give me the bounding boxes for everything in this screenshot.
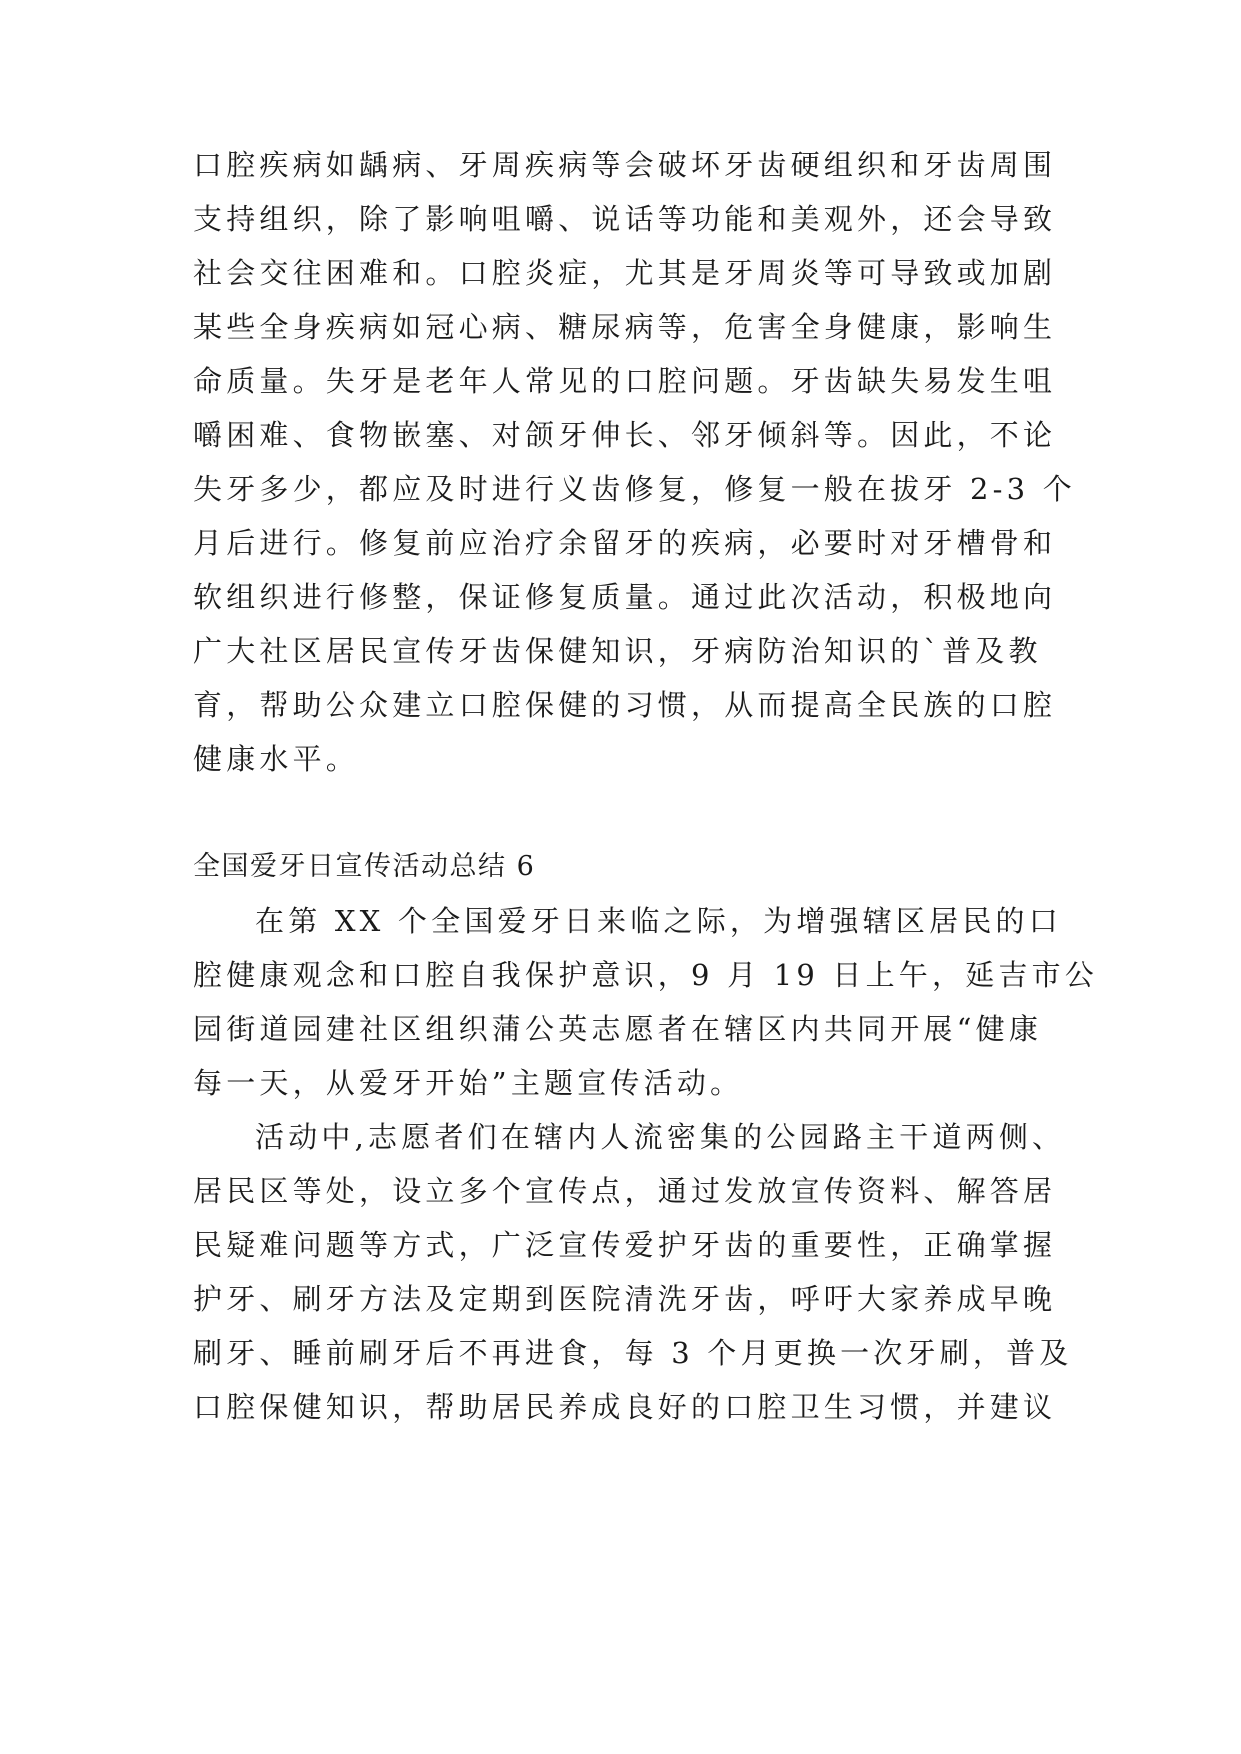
text-line: 园街道园建社区组织蒲公英志愿者在辖区内共同开展“健康: [193, 1012, 1043, 1046]
text-line: 支持组织，除了影响咀嚼、说话等功能和美观外，还会导致: [193, 202, 1057, 236]
text-line: 命质量。失牙是老年人常见的口腔问题。牙齿缺失易发生咀: [193, 364, 1057, 398]
text-line: 月后进行。修复前应治疗余留牙的疾病，必要时对牙槽骨和: [193, 526, 1057, 560]
text-line: 某些全身疾病如冠心病、糖尿病等，危害全身健康，影响生: [193, 310, 1057, 344]
text-line: 育，帮助公众建立口腔保健的习惯，从而提高全民族的口腔: [193, 688, 1057, 722]
section-title: 全国爱牙日宣传活动总结 6: [193, 851, 536, 882]
text-line: 健康水平。: [193, 742, 360, 776]
text-line: 腔健康观念和口腔自我保护意识，9 月 19 日上午，延吉市公: [193, 958, 1099, 992]
text-line: 口腔疾病如龋病、牙周疾病等会破坏牙齿硬组织和牙齿周围: [193, 148, 1057, 182]
text-line: 在第 XX 个全国爱牙日来临之际，为增强辖区居民的口: [255, 904, 1062, 938]
text-line: 失牙多少，都应及时进行义齿修复，修复一般在拔牙 2-3 个: [193, 472, 1076, 506]
text-line: 口腔保健知识，帮助居民养成良好的口腔卫生习惯，并建议: [193, 1390, 1057, 1424]
text-line: 软组织进行修整，保证修复质量。通过此次活动，积极地向: [193, 580, 1057, 614]
text-line: 活动中,志愿者们在辖内人流密集的公园路主干道两侧、: [255, 1120, 1066, 1154]
text-line: 嚼困难、食物嵌塞、对颌牙伸长、邻牙倾斜等。因此，不论: [193, 418, 1057, 452]
text-line: 护牙、刷牙方法及定期到医院清洗牙齿，呼吁大家养成早晚: [193, 1282, 1057, 1316]
text-line: 每一天，从爱牙开始”主题宣传活动。: [193, 1066, 744, 1100]
text-line: 社会交往困难和。口腔炎症，尤其是牙周炎等可导致或加剧: [193, 256, 1057, 290]
text-line: 居民区等处，设立多个宣传点，通过发放宣传资料、解答居: [193, 1174, 1057, 1208]
text-line: 民疑难问题等方式，广泛宣传爱护牙齿的重要性，正确掌握: [193, 1228, 1057, 1262]
text-line: 广大社区居民宣传牙齿保健知识，牙病防治知识的`普及教: [193, 634, 1042, 668]
text-line: 刷牙、睡前刷牙后不再进食，每 3 个月更换一次牙刷，普及: [193, 1336, 1073, 1370]
